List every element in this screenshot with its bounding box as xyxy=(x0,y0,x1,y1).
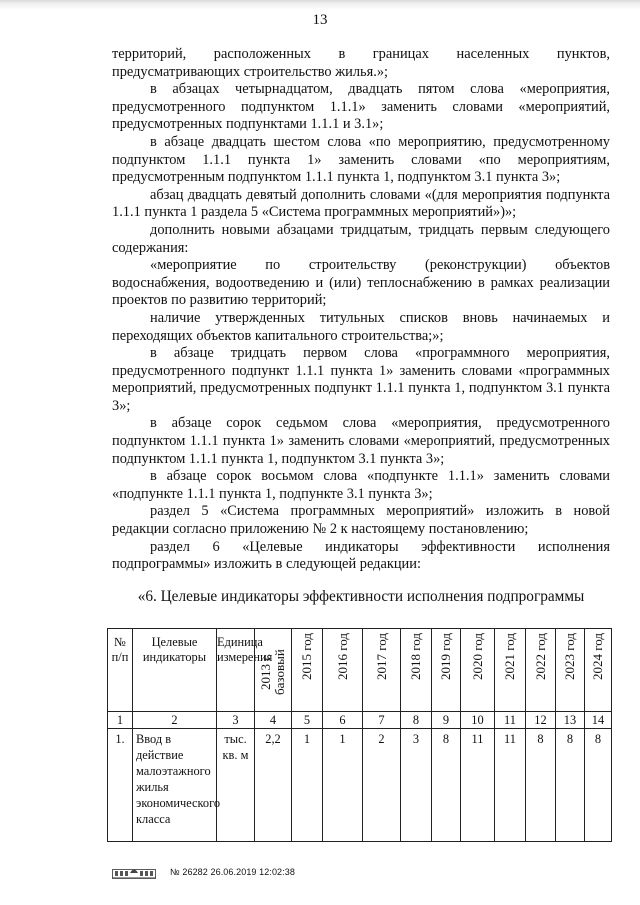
row-value: 8 xyxy=(585,729,612,842)
paragraph: в абзаце сорок седьмом слова «мероприятия, предусмотренного подпунктом 1.1.1 пункта 1» заменить словами «мероприятий, предусмотренных подпунктом 1.1.1 пункта 1, подпунктом 3.1 пункта 3»; xyxy=(112,415,610,467)
header-year: 2024 год xyxy=(585,629,612,712)
paragraph: дополнить новыми абзацами тридцатым, тридцать первым следующего содержания: xyxy=(112,221,610,256)
header-year: 2021 год xyxy=(495,629,526,712)
column-number: 9 xyxy=(432,712,461,729)
header-year: 2019 год xyxy=(432,629,461,712)
paragraph: территорий, расположенных в границах населенных пунктов, предусматривающих строительство жилья.»; xyxy=(112,46,610,80)
column-number: 10 xyxy=(461,712,495,729)
scan-edge xyxy=(0,0,640,10)
paragraph: в абзацах четырнадцатом, двадцать пятом слова «мероприятия, предусмотренного подпунктом 1.1.1» заменить словами «мероприятий, предусмотренных подпунктами 1.1.1 и 3.1»; xyxy=(112,81,610,133)
column-number: 5 xyxy=(292,712,323,729)
paragraph: раздел 6 «Целевые индикаторы эффективности исполнения подпрограммы» изложить в следующей редакции: xyxy=(112,538,610,573)
header-num: № п/п xyxy=(108,629,133,712)
row-num: 1. xyxy=(108,729,133,842)
header-indicator: Целевые индикаторы xyxy=(133,629,217,712)
column-number: 14 xyxy=(585,712,612,729)
paragraph: «мероприятие по строительству (реконструкции) объектов водоснабжения, водоотведению и (или) теплоснабжению в рамках реализации проектов по развитию территорий; xyxy=(112,257,610,309)
header-year: 2020 год xyxy=(461,629,495,712)
row-value: 8 xyxy=(432,729,461,842)
row-unit: тыс. кв. м xyxy=(217,729,255,842)
row-value: 2,2 xyxy=(255,729,292,842)
row-value: 8 xyxy=(556,729,585,842)
paragraph: абзац двадцать девятый дополнить словами «(для мероприятия подпункта 1.1.1 пункта 1 раздела 5 «Система программных мероприятий»)»; xyxy=(112,186,610,221)
header-year: 2022 год xyxy=(526,629,556,712)
column-number-row xyxy=(108,712,612,729)
column-number: 8 xyxy=(401,712,432,729)
row-value: 8 xyxy=(526,729,556,842)
document-footer xyxy=(112,864,412,880)
indicators-table xyxy=(107,628,612,842)
column-number: 1 xyxy=(108,712,133,729)
column-number: 7 xyxy=(363,712,401,729)
header-year: 2018 год xyxy=(401,629,432,712)
column-number: 13 xyxy=(556,712,585,729)
paragraph: наличие утвержденных титульных списков вновь начинаемых и переходящих объектов капитального строительства;»; xyxy=(112,309,610,344)
table-header-row xyxy=(108,629,612,712)
table-row xyxy=(108,729,612,842)
header-year: 2023 год xyxy=(556,629,585,712)
column-number: 3 xyxy=(217,712,255,729)
government-seal-icon xyxy=(112,865,156,879)
header-year: 2017 год xyxy=(363,629,401,712)
row-value: 11 xyxy=(495,729,526,842)
paragraph: в абзаце сорок восьмом слова «подпункте 1.1.1» заменить словами «подпункте 1.1.1 пункта 1, подпункте 3.1 пункта 3»; xyxy=(112,468,610,502)
document-registration-info: № 26282 26.06.2019 12:02:38 xyxy=(170,867,295,877)
paragraph: в абзаце двадцать шестом слова «по мероприятию, предусмотренному подпунктом 1.1.1 пункта 1» заменить словами «по мероприятиям, предусмотренным подпунктом 1.1.1 пункта 1, подпунктом 3.1 пункта 3»; xyxy=(112,133,610,186)
row-value: 1 xyxy=(292,729,323,842)
row-indicator: Ввод в действие малоэтажного жилья экономического класса xyxy=(133,729,217,842)
row-value: 2 xyxy=(363,729,401,842)
paragraph: раздел 5 «Система программных мероприятий» изложить в новой редакции согласно приложению № 2 к настоящему постановлению; xyxy=(112,503,610,538)
row-value: 3 xyxy=(401,729,432,842)
column-number: 6 xyxy=(323,712,363,729)
header-year: 2015 год xyxy=(292,629,323,712)
header-year: 2016 год xyxy=(323,629,363,712)
document-body xyxy=(112,46,610,574)
column-number: 12 xyxy=(526,712,556,729)
page-number: 13 xyxy=(312,12,328,28)
section-title: «6. Целевые индикаторы эффективности исполнения подпрограммы xyxy=(137,588,585,605)
row-value: 1 xyxy=(323,729,363,842)
column-number: 2 xyxy=(133,712,217,729)
paragraph: в абзаце тридцать первом слова «программного мероприятия, предусмотренного подпункт 1.1.1 пункта 1» заменить словами «программных мероприятий, предусмотренных подпункт 1.1.1 пункта 1, подпунктом 3.1 пункта 3»; xyxy=(112,345,610,414)
header-year: 2013 г. базовый xyxy=(255,629,292,712)
column-number: 11 xyxy=(495,712,526,729)
header-unit: Единица измерения xyxy=(217,629,255,712)
row-value: 11 xyxy=(461,729,495,842)
column-number: 4 xyxy=(255,712,292,729)
